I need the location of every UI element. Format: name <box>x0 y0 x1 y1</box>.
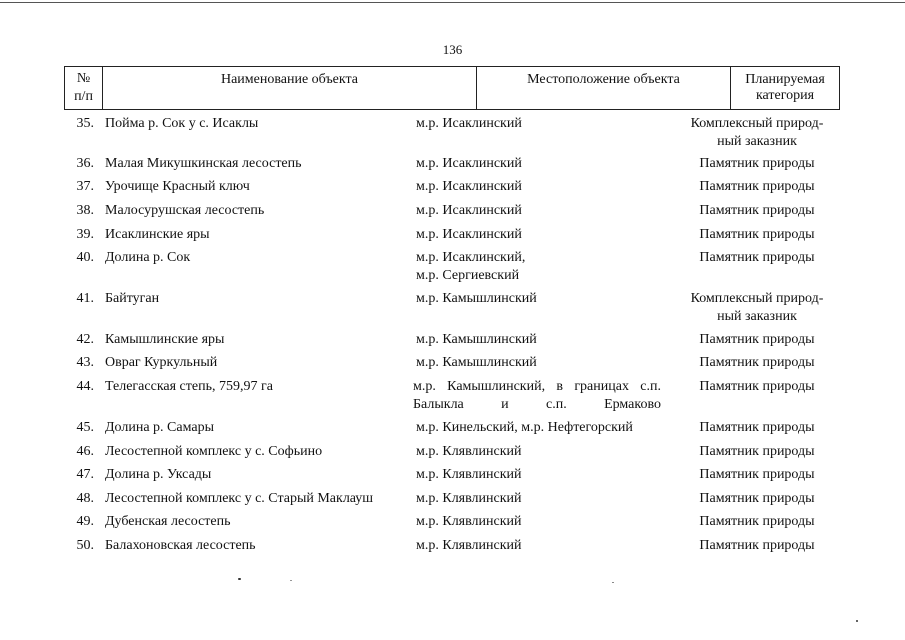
object-location: м.р. Исаклинский <box>416 227 522 242</box>
object-location: м.р. Исаклинский <box>416 116 522 131</box>
object-name: Долина р. Уксады <box>105 467 212 482</box>
table-header <box>64 66 840 110</box>
object-location: м.р. Камышлинский, в границах с.п. Балыкла и с.п. Ермаково <box>413 379 661 412</box>
row-number: 49. <box>76 514 94 529</box>
object-name: Исаклинские яры <box>105 227 210 242</box>
object-category: Памятник природы <box>699 538 815 553</box>
object-category: Памятник природы <box>699 179 815 194</box>
object-location: м.р. Исаклинский <box>416 179 522 194</box>
object-name: Малая Микушкинская лесостепь <box>105 156 302 171</box>
row-number: 35. <box>76 116 94 131</box>
object-category: Памятник природы <box>699 379 815 394</box>
object-category: Памятник природы <box>699 227 815 242</box>
object-name: Балахоновская лесостепь <box>105 538 256 553</box>
row-number: 39. <box>76 227 94 242</box>
row-number: 42. <box>76 332 94 347</box>
object-name: Телегасская степь, 759,97 га <box>105 379 273 394</box>
object-name: Дубенская лесостепь <box>105 514 231 529</box>
header-number-label: № п/п <box>74 71 93 104</box>
scan-speck <box>856 620 858 622</box>
row-number: 48. <box>76 491 94 506</box>
object-location: м.р. Камышлинский <box>416 332 537 347</box>
object-category: Памятник природы <box>699 250 815 265</box>
row-number: 45. <box>76 420 94 435</box>
object-name: Долина р. Сок <box>105 250 191 265</box>
row-number: 46. <box>76 444 94 459</box>
scan-speck <box>290 580 292 581</box>
scan-top-edge-line <box>0 2 905 3</box>
object-category: Памятник природы <box>699 491 815 506</box>
object-name: Овраг Куркульный <box>105 355 218 370</box>
scan-speck <box>238 578 241 580</box>
row-number: 40. <box>76 250 94 265</box>
row-number: 37. <box>76 179 94 194</box>
object-name: Малосурушская лесостепь <box>105 203 265 218</box>
object-category: Памятник природы <box>699 514 815 529</box>
row-number: 36. <box>76 156 94 171</box>
header-category: Планируемая категория <box>745 72 825 103</box>
object-name: Урочище Красный ключ <box>105 179 250 194</box>
row-number: 47. <box>76 467 94 482</box>
object-category: Памятник природы <box>699 420 815 435</box>
object-category: Комплексный природ- ный заказник <box>690 291 824 324</box>
object-name: Камышлинские яры <box>105 332 225 347</box>
row-number: 38. <box>76 203 94 218</box>
row-number: 44. <box>76 379 94 394</box>
row-number: 50. <box>76 538 94 553</box>
object-location: м.р. Клявлинский <box>416 538 522 553</box>
object-category: Памятник природы <box>699 444 815 459</box>
object-name: Лесостепной комплекс у с. Софьино <box>105 444 323 459</box>
object-location: м.р. Клявлинский <box>416 467 522 482</box>
object-location: м.р. Камышлинский <box>416 355 537 370</box>
object-location: м.р. Исаклинский, м.р. Сергиевский <box>416 250 526 283</box>
object-location: м.р. Клявлинский <box>416 444 522 459</box>
object-location: м.р. Клявлинский <box>416 514 522 529</box>
object-location: м.р. Исаклинский <box>416 203 522 218</box>
object-category: Комплексный природ- ный заказник <box>690 116 824 149</box>
object-name: Байтуган <box>105 291 160 306</box>
object-category: Памятник природы <box>699 332 815 347</box>
object-name: Пойма р. Сок у с. Исаклы <box>105 116 259 131</box>
header-location: Местоположение объекта <box>477 67 731 109</box>
object-category: Памятник природы <box>699 156 815 171</box>
row-number: 43. <box>76 355 94 370</box>
object-category: Памятник природы <box>699 203 815 218</box>
row-number: 41. <box>76 291 94 306</box>
object-category: Памятник природы <box>699 355 815 370</box>
scan-speck <box>612 582 614 583</box>
page-number: 136 <box>442 42 463 57</box>
object-name: Лесостепной комплекс у с. Старый Маклауш <box>105 491 374 506</box>
object-location: м.р. Клявлинский <box>416 491 522 506</box>
object-location: м.р. Кинельский, м.р. Нефтегорский <box>416 420 633 435</box>
object-name: Долина р. Самары <box>105 420 214 435</box>
object-location: м.р. Исаклинский <box>416 156 522 171</box>
object-location: м.р. Камышлинский <box>416 291 537 306</box>
header-name: Наименование объекта <box>103 67 477 109</box>
header-number <box>65 67 103 109</box>
object-category: Памятник природы <box>699 467 815 482</box>
